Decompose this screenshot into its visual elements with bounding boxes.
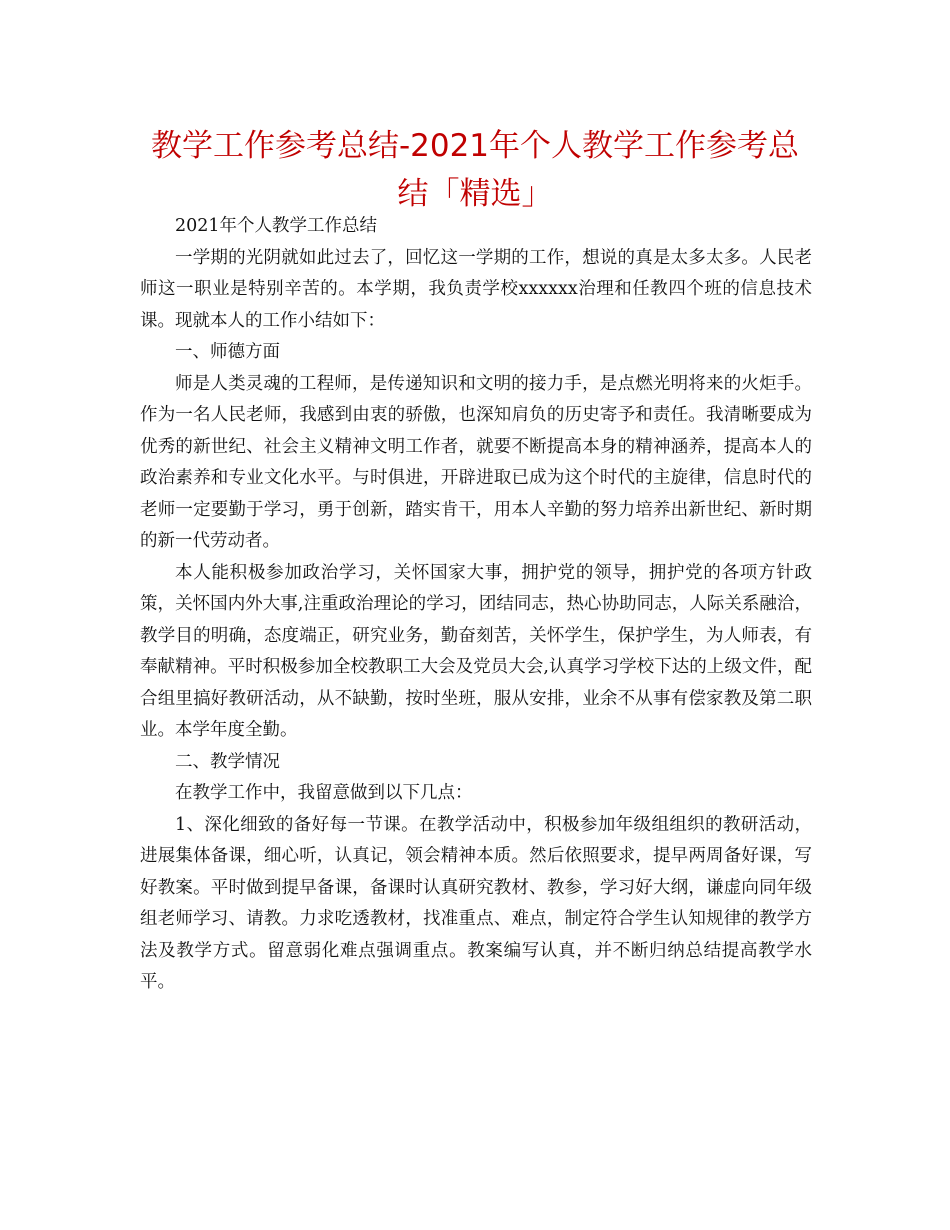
document-title: 教学工作参考总结-2021年个人教学工作参考总结「精选」 — [150, 128, 800, 212]
paragraph-subtitle: 2021年个人教学工作总结 — [175, 216, 378, 236]
paragraph-teaching-intro: 在教学工作中，我留意做到以下几点： — [175, 783, 473, 803]
section-heading-ethics: 一、师德方面 — [175, 342, 280, 362]
paragraph-intro: 一学期的光阴就如此过去了，回忆这一学期的工作，想说的真是太多太多。人民老师这一职业是特别辛苦的。本学期，我负责学校xxxxxx治理和任教四个班的信息技术课。现就本人的工作小结如下： — [140, 247, 812, 331]
paragraph-teaching-1: 1、深化细致的备好每一节课。在教学活动中，积极参加年级组组织的教研活动，进展集体备课，细心听，认真记，领会精神本质。然后依照要求，提早两周备好课，写好教案。平时做到提早备课，备课时认真研究教材、教参，学习好大纲，谦虚向同年级组老师学习、请教。力求吃透教材，找准重点、难点，制定符合学生认知规律的教学方法及教学方式。留意弱化难点强调重点。教案编写认真，并不断归纳总结提高教学水平。 — [140, 814, 812, 992]
document-body — [140, 211, 812, 999]
paragraph-ethics-1: 师是人类灵魂的工程师，是传递知识和文明的接力手，是点燃光明将来的火炬手。作为一名人民老师，我感到由衷的骄傲，也深知肩负的历史寄予和责任。我清晰要成为优秀的新世纪、社会主义精神文明工作者，就要不断提高本身的精神涵养，提高本人的政治素养和专业文化水平。与时俱进，开辟进取已成为这个时代的主旋律，信息时代的老师一定要勤于学习，勇于创新，踏实肯干，用本人辛勤的努力培养出新世纪、新时期的新一代劳动者。 — [140, 373, 812, 551]
section-heading-teaching: 二、教学情况 — [175, 751, 280, 772]
paragraph-ethics-2: 本人能积极参加政治学习，关怀国家大事，拥护党的领导，拥护党的各项方针政策，关怀国内外大事,注重政治理论的学习，团结同志，热心协助同志，人际关系融洽，教学目的明确，态度端正，研究业务，勤奋刻苦，关怀学生，保护学生，为人师表，有奉献精神。平时积极参加全校教职工大会及党员大会,认真学习学校下达的上级文件，配合组里搞好教研活动，从不缺勤，按时坐班，服从安排，业余不从事有偿家教及第二职业。本学年度全勤。 — [140, 562, 812, 740]
